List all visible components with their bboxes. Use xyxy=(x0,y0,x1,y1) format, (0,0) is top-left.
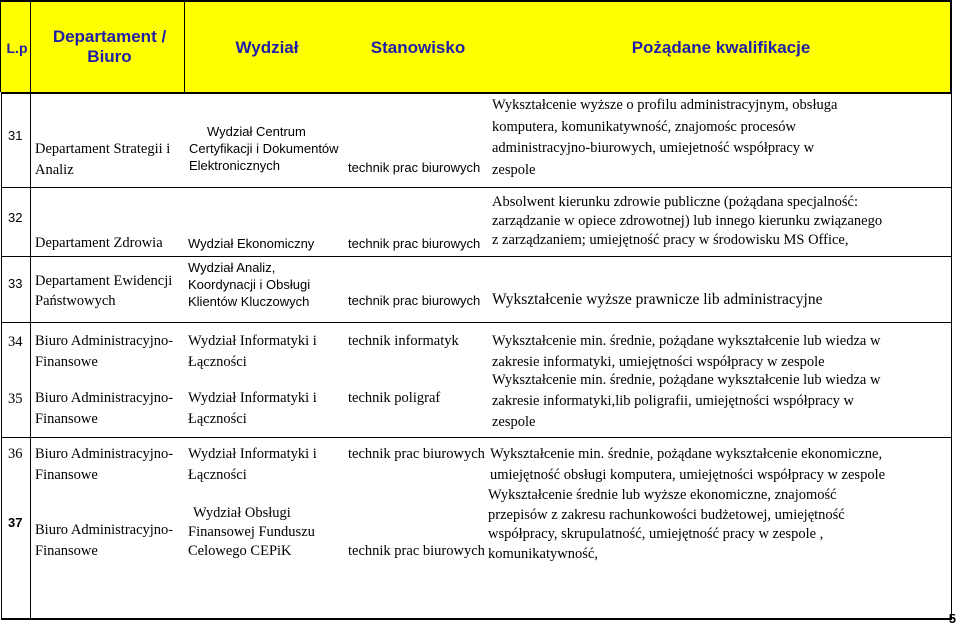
header-divider xyxy=(30,0,31,92)
row-divider xyxy=(2,618,952,620)
position-cell: technik prac biurowych xyxy=(348,160,481,175)
header-position: Stanowisko xyxy=(370,38,466,57)
position-cell: technik poligraf xyxy=(348,390,441,406)
table-border-right xyxy=(951,92,952,620)
division-cell: Wydział Ekonomiczny xyxy=(188,236,315,251)
department-cell: Biuro Administracyjno- Finansowe xyxy=(35,522,174,559)
row-number: 34 xyxy=(8,334,23,350)
division-cell: Wydział Informatyki i Łączności xyxy=(188,333,317,370)
position-cell: technik prac biurowych xyxy=(348,236,481,251)
row-divider xyxy=(2,437,952,438)
qualifications-cell: Wykształcenie min. średnie, pożądane wykształcenie lub wiedza w zakresie informatyki, umiejętności współpracy w zespole xyxy=(492,333,881,370)
qualifications-cell: Wykształcenie min. średnie, pożądane wykształcenie ekonomiczne, umiejętność obsługi komputera, umiejętności współpracy w zespole xyxy=(490,446,886,483)
division-cell: Wydział Informatyki i Łączności xyxy=(188,390,317,427)
department-cell: Departament Strategii i Analiz xyxy=(35,141,171,178)
row-number: 32 xyxy=(8,210,23,225)
division-cell: Wydział Obsługi Finansowej Funduszu Celowego CEPiK xyxy=(188,505,315,559)
row-divider xyxy=(2,92,952,94)
table-header xyxy=(0,0,952,92)
position-cell: technik prac biurowych xyxy=(348,446,485,462)
qualifications-cell: Absolwent kierunku zdrowie publiczne (pożądana specjalność: zarządzanie w opiece zdrowotnej) lub innego kierunku związanego z zarządzaniem; umiejętność pracy w środowisku MS Office, xyxy=(492,194,883,248)
division-cell: Wydział Informatyki i Łączności xyxy=(188,446,317,483)
division-cell: Wydział Analiz, Koordynacji i Obsługi Klientów Kluczowych xyxy=(188,260,311,309)
row-divider xyxy=(2,187,952,188)
position-cell: technik prac biurowych xyxy=(348,293,481,308)
table-border-left xyxy=(1,92,2,620)
position-cell: technik prac biurowych xyxy=(348,543,485,559)
row-divider xyxy=(2,256,952,257)
header-divider xyxy=(184,0,185,92)
qualifications-cell: Wykształcenie min. średnie, pożądane wykształcenie lub wiedza w zakresie informatyki,lib poligrafii, umiejętności współpracy w zespole xyxy=(492,372,881,430)
qualifications-cell: Wykształcenie wyższe prawnicze lib administracyjne xyxy=(492,291,823,308)
row-number: 33 xyxy=(8,276,23,291)
row-number: 31 xyxy=(8,128,23,143)
header-lp: L.p xyxy=(6,40,28,56)
row-number: 35 xyxy=(8,391,23,407)
page-number: 5 xyxy=(948,611,956,626)
department-cell: Biuro Administracyjno- Finansowe xyxy=(35,333,174,370)
row-number: 37 xyxy=(8,515,23,530)
row-divider xyxy=(2,322,952,323)
department-cell: Departament Zdrowia xyxy=(35,235,163,251)
lp-column-divider xyxy=(30,92,31,618)
position-cell: technik informatyk xyxy=(348,333,459,349)
division-cell: Wydział Centrum Certyfikacji i Dokumentów Elektronicznych xyxy=(189,124,339,173)
row-number: 36 xyxy=(8,446,23,462)
header-qualifications: Pożądane kwalifikacje xyxy=(631,38,811,57)
header-division: Wydział xyxy=(235,38,299,57)
department-cell: Biuro Administracyjno- Finansowe xyxy=(35,446,174,483)
header-department: Departament / Biuro xyxy=(52,27,167,66)
qualifications-cell: Wykształcenie średnie lub wyższe ekonomiczne, znajomość przepisów z zakresu rachunkowości budżetowej, umiejętność współpracy, skrupulatność, umiejętność pracy w zespole , komunikatywność, xyxy=(488,487,845,562)
department-cell: Departament Ewidencji Państwowych xyxy=(35,273,173,309)
department-cell: Biuro Administracyjno- Finansowe xyxy=(35,390,174,427)
qualifications-cell: Wykształcenie wyższe o profilu administracyjnym, obsługa komputera, komunikatywność, znajomośc procesów administracyjno-biurowych, umiejetność współpracy w zespole xyxy=(492,97,838,178)
